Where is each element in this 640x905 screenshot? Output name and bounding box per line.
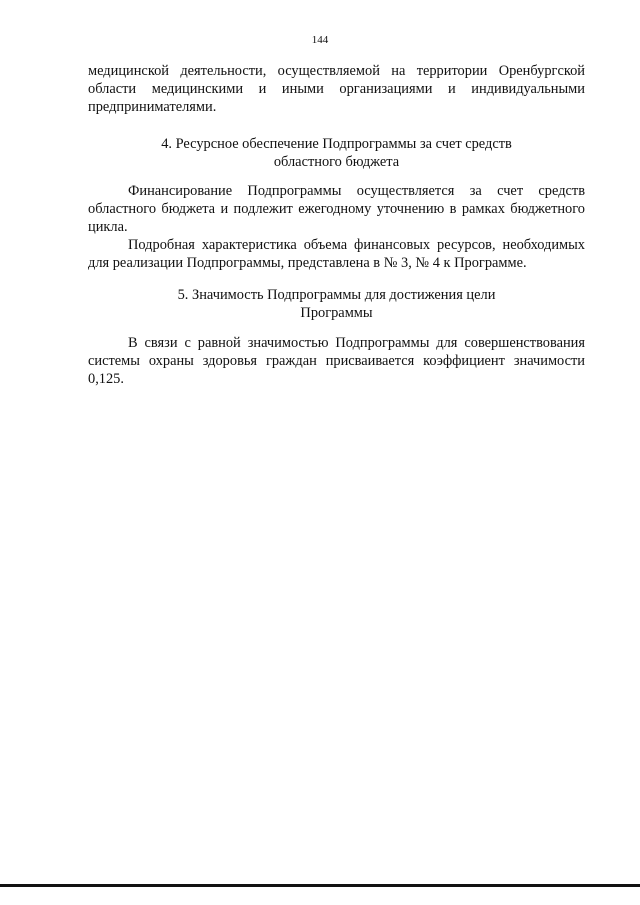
section-5-heading [88,286,585,322]
section-4-heading-line2: областного бюджета [273,154,400,170]
section-5-body [88,334,585,388]
section-5-heading-line1: 5. Значимость Подпрограммы для достижения цели [177,287,496,303]
intro-paragraph-block [88,62,585,116]
page-number: 144 [311,34,329,46]
section-4-heading-line1: 4. Ресурсное обеспечение Подпрограммы за счет средств [161,136,512,152]
bottom-rule [0,884,640,887]
section-4-paragraph-2: Подробная характеристика объема финансовых ресурсов, необходимых для реализации Подпрограммы, представлена в № 3, № 4 к Программе. [88,237,585,271]
section-5-paragraph-1: В связи с равной значимостью Подпрограммы для совершенствования системы охраны здоровья граждан присваивается коэффициент значимости 0,125. [88,335,585,387]
section-4-body [88,182,585,272]
section-4-heading [88,135,585,171]
section-5-heading-line2: Программы [300,305,373,321]
section-4-paragraph-1: Финансирование Подпрограммы осуществляется за счет средств областного бюджета и подлежит ежегодному уточнению в рамках бюджетного цикла. [88,183,585,235]
intro-paragraph: медицинской деятельности, осуществляемой на территории Оренбургской области медицинскими и иными организациями и индивидуальными предпринимателями. [88,63,585,115]
